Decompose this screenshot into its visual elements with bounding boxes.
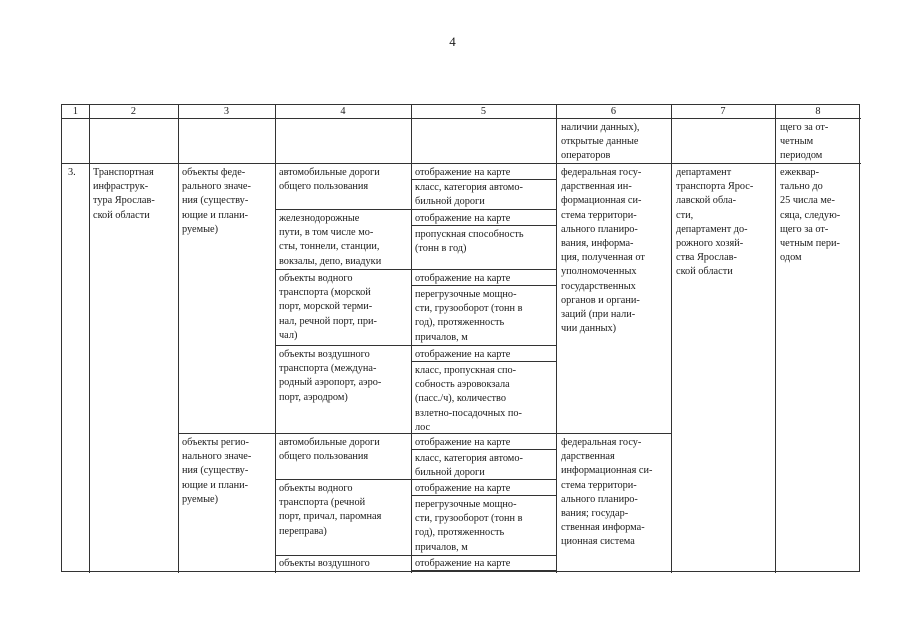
subrow-divider <box>275 479 556 480</box>
federal-attributes: пропускная способность (тонн в год) <box>415 229 524 255</box>
federal-category: объекты феде- рального значе- ния (существу- ющие и плани- руемые) <box>182 167 251 235</box>
header-cell-6: 6 <box>610 106 617 117</box>
column-divider <box>775 105 776 573</box>
subrow-divider <box>275 345 556 346</box>
header-cell-7: 7 <box>720 106 726 117</box>
page-number: 4 <box>449 34 456 49</box>
regional-display-method: отображение на карте <box>415 437 511 448</box>
inner-divider <box>411 361 556 362</box>
inner-divider <box>411 449 556 450</box>
column-divider <box>178 105 179 573</box>
row-divider <box>62 163 861 164</box>
column-divider <box>556 105 557 573</box>
update-period: ежеквар- тально до 25 числа ме- сяца, следую- щего за от- четным пери- одом <box>780 167 841 264</box>
federal-display-method: отображение на карте <box>415 213 511 224</box>
column-divider <box>671 105 672 573</box>
inner-divider <box>411 570 556 571</box>
header-cell-2: 2 <box>130 106 137 117</box>
federal-object-name: объекты водного транспорта (морской порт, морской терми- нал, речной порт, при- чал) <box>279 273 377 341</box>
inner-divider <box>411 495 556 496</box>
inner-divider <box>411 225 556 226</box>
section-divider <box>178 433 671 434</box>
header-divider <box>62 118 861 119</box>
subrow-divider <box>275 555 556 556</box>
header-cell-8: 8 <box>815 106 821 117</box>
data-table <box>61 104 860 572</box>
regional-object-name: автомобильные дороги общего пользования <box>279 437 380 463</box>
column-divider <box>411 105 412 573</box>
subrow-divider <box>275 209 556 210</box>
federal-object-name: железнодорожные пути, в том числе мо- сты, тоннели, станции, вокзалы, депо, виадуки <box>279 213 382 267</box>
inner-divider <box>411 179 556 180</box>
federal-object-name: объекты воздушного транспорта (междуна- родный аэропорт, аэро- порт, аэродром) <box>279 349 382 403</box>
federal-attributes: класс, категория автомо- бильной дороги <box>415 182 523 208</box>
regional-display-method: отображение на карте <box>415 483 511 494</box>
regional-display-method: отображение на карте <box>415 558 511 569</box>
row-name: Транспортная инфраструк- тура Ярослав- ской области <box>93 167 155 221</box>
column-divider <box>275 105 276 573</box>
federal-data-source: федеральная госу- дарственная ин- формационная си- стема территори- ального планиро- вания, информа- ция, полученная от уполномоченных государственных органов и органи- заций (при нали- чии данных) <box>561 167 645 335</box>
federal-attributes: класс, пропускная спо- собность аэровокзала (пасс./ч), количество взлетно-посадочных по- лос <box>415 365 522 433</box>
continued-source-text: наличии данных), открытые данные операторов <box>561 122 640 162</box>
continued-period-text: щего за от- четным периодом <box>780 122 829 162</box>
subrow-divider <box>275 269 556 270</box>
header-cell-4: 4 <box>340 106 346 117</box>
header-cell-3: 3 <box>223 106 230 117</box>
responsible-authority: департамент транспорта Ярос- лавской обла- сти, департамент до- рожного хозяй- ства Ярослав- ской области <box>676 167 754 278</box>
regional-data-source: федеральная госу- дарственная информационная си- стема территори- ального планиро- вания; государ- ственная информа- ционная система <box>561 437 653 548</box>
regional-object-name: объекты воздушного <box>279 558 370 569</box>
header-cell-1: 1 <box>72 106 79 117</box>
federal-object-name: автомобильные дороги общего пользования <box>279 167 380 193</box>
regional-object-name: объекты водного транспорта (речной порт, причал, паромная переправа) <box>279 483 382 537</box>
federal-attributes: перегрузочные мощно- сти, грузооборот (тонн в год), протяженность причалов, м <box>415 289 523 343</box>
regional-attributes: перегрузочные мощно- сти, грузооборот (тонн в год), протяженность причалов, м <box>415 499 523 553</box>
regional-attributes: класс, категория автомо- бильной дороги <box>415 453 523 479</box>
inner-divider <box>411 285 556 286</box>
row-number: 3. <box>68 167 76 178</box>
regional-category: объекты регио- нального значе- ния (существу- ющие и плани- руемые) <box>182 437 252 505</box>
federal-display-method: отображение на карте <box>415 349 511 360</box>
federal-display-method: отображение на карте <box>415 273 511 284</box>
header-cell-5: 5 <box>480 106 487 117</box>
federal-display-method: отображение на карте <box>415 167 511 178</box>
column-divider <box>89 105 90 573</box>
